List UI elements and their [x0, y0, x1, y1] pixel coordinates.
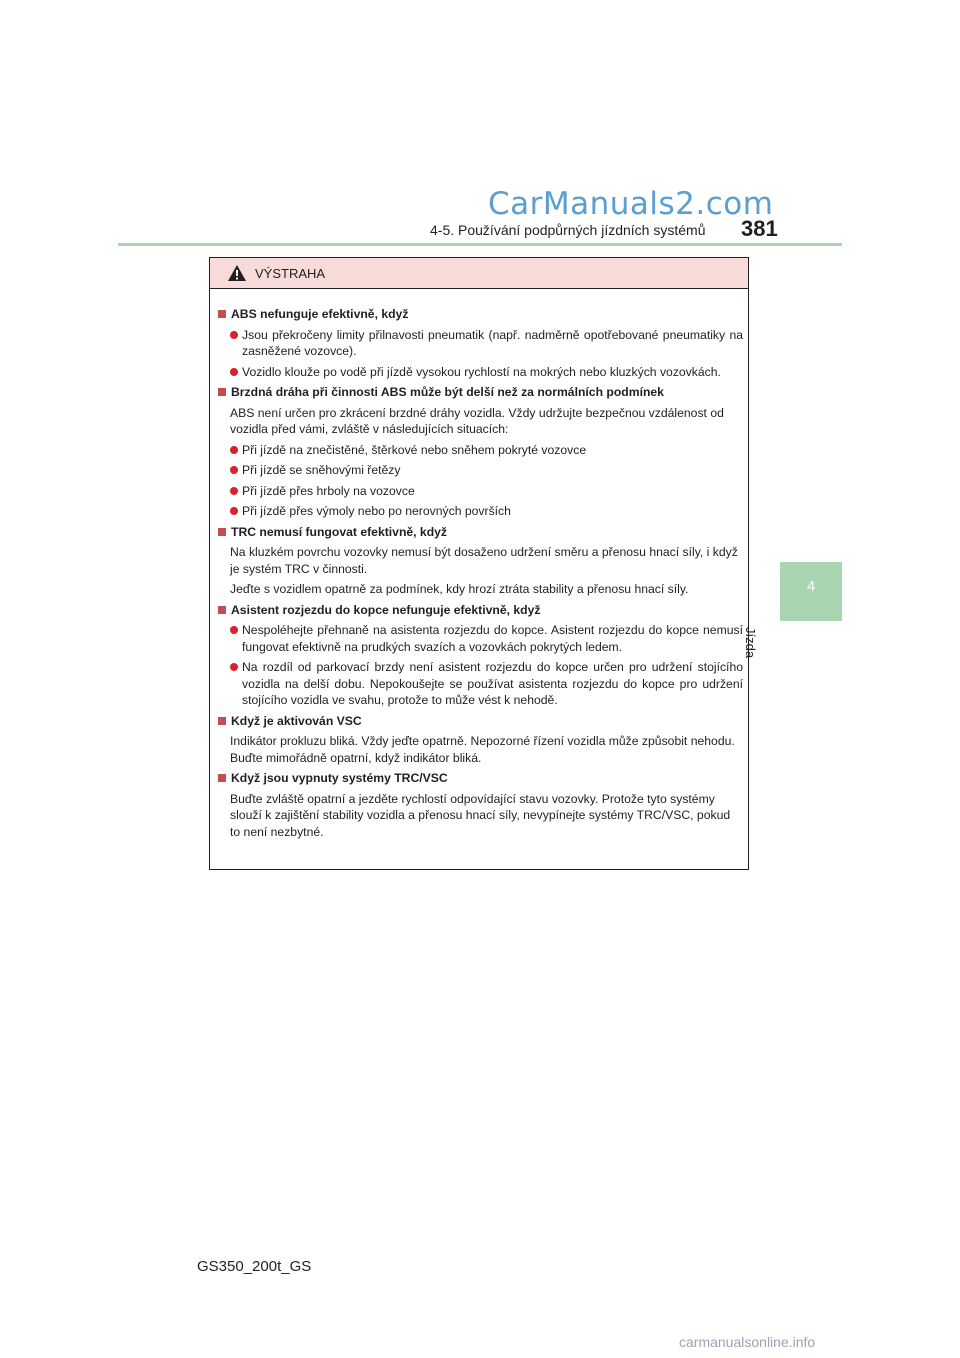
circle-bullet-icon	[230, 368, 238, 376]
square-bullet-icon	[218, 388, 226, 396]
header-divider	[118, 243, 842, 246]
warning-title: VÝSTRAHA	[255, 265, 326, 281]
list-item: Vozidlo klouže po vodě při jízdě vysokou rychlostí na mokrých nebo kluzkých vozovkách.	[230, 364, 743, 381]
circle-bullet-icon	[230, 626, 238, 634]
section-heading: Když je aktivován VSC	[218, 713, 743, 730]
section-text: Jeďte s vozidlem opatrně za podmínek, kdy hrozí ztráta stability a přenosu hnací síly.	[230, 582, 689, 596]
model-code: GS350_200t_GS	[197, 1258, 312, 1275]
section-text: Na kluzkém povrchu vozovky nemusí být dosaženo udržení směru a přenosu hnací síly, i když je systém TRC v činnosti.	[230, 545, 738, 576]
list-item: Na rozdíl od parkovací brzdy není asistent rozjezdu do kopce určen pro udržení stojícího vozidla na delší dobu. Nepokoušejte se používat asistenta rozjezdu do kopce pro udržení stojícího vozidla ve svahu, protože to může vést k nehodě.	[230, 659, 743, 709]
section-heading: Asistent rozjezdu do kopce nefunguje efektivně, když	[218, 602, 743, 619]
watermark-logo: CarManuals2.com	[488, 186, 774, 222]
circle-bullet-icon	[230, 487, 238, 495]
circle-bullet-icon	[230, 663, 238, 671]
square-bullet-icon	[218, 774, 226, 782]
list-item: Jsou překročeny limity přilnavosti pneumatik (např. nadměrně opotřebované pneumatiky na zasněžené vozovce).	[230, 327, 743, 360]
circle-bullet-icon	[230, 331, 238, 339]
list-item: Při jízdě přes hrboly na vozovce	[230, 483, 743, 500]
square-bullet-icon	[218, 310, 226, 318]
chapter-number: 4	[806, 578, 816, 595]
page-number: 381	[741, 216, 778, 241]
section-heading: ABS nefunguje efektivně, když	[218, 306, 743, 323]
warning-box	[209, 257, 749, 870]
section-text: Buďte zvláště opatrní a jezděte rychlostí odpovídající stavu vozovky. Protože tyto systémy slouží k zajištění stability vozidla a přenosu hnací síly, nevypínejte systémy TRC/VSC, pokud to není nezbytné.	[230, 791, 731, 839]
square-bullet-icon	[218, 528, 226, 536]
section-text: ABS není určen pro zkrácení brzdné dráhy vozidla. Vždy udržujte bezpečnou vzdálenost od vozidla před vámi, zvláště v následujících situacích:	[230, 405, 724, 436]
chapter-tab	[780, 562, 842, 621]
section-heading: TRC nemusí fungovat efektivně, když	[218, 524, 743, 541]
section-heading: Brzdná dráha při činnosti ABS může být delší než za normálních podmínek	[218, 384, 743, 401]
chapter-label: Jízda	[743, 627, 758, 659]
section-title: 4-5. Používání podpůrných jízdních systémů	[430, 222, 706, 238]
warning-triangle-icon	[227, 264, 247, 282]
list-item: Při jízdě se sněhovými řetězy	[230, 462, 743, 479]
warning-content	[210, 289, 748, 840]
circle-bullet-icon	[230, 507, 238, 515]
watermark-bottom: carmanualsonline.info	[679, 1334, 816, 1350]
circle-bullet-icon	[230, 446, 238, 454]
list-item: Nespoléhejte přehnaně na asistenta rozjezdu do kopce. Asistent rozjezdu do kopce nemusí fungovat efektivně na prudkých svazích a vozovkách pokrytých ledem.	[230, 622, 743, 655]
warning-header	[210, 258, 748, 289]
list-item: Při jízdě na znečistěné, štěrkové nebo sněhem pokryté vozovce	[230, 442, 743, 459]
section-heading: Když jsou vypnuty systémy TRC/VSC	[218, 770, 743, 787]
circle-bullet-icon	[230, 466, 238, 474]
square-bullet-icon	[218, 717, 226, 725]
section-text: Indikátor prokluzu bliká. Vždy jeďte opatrně. Nepozorné řízení vozidla může způsobit nehodu. Buďte mimořádně opatrní, když indikátor bliká.	[230, 734, 735, 765]
square-bullet-icon	[218, 606, 226, 614]
list-item: Při jízdě přes výmoly nebo po nerovných površích	[230, 503, 743, 520]
